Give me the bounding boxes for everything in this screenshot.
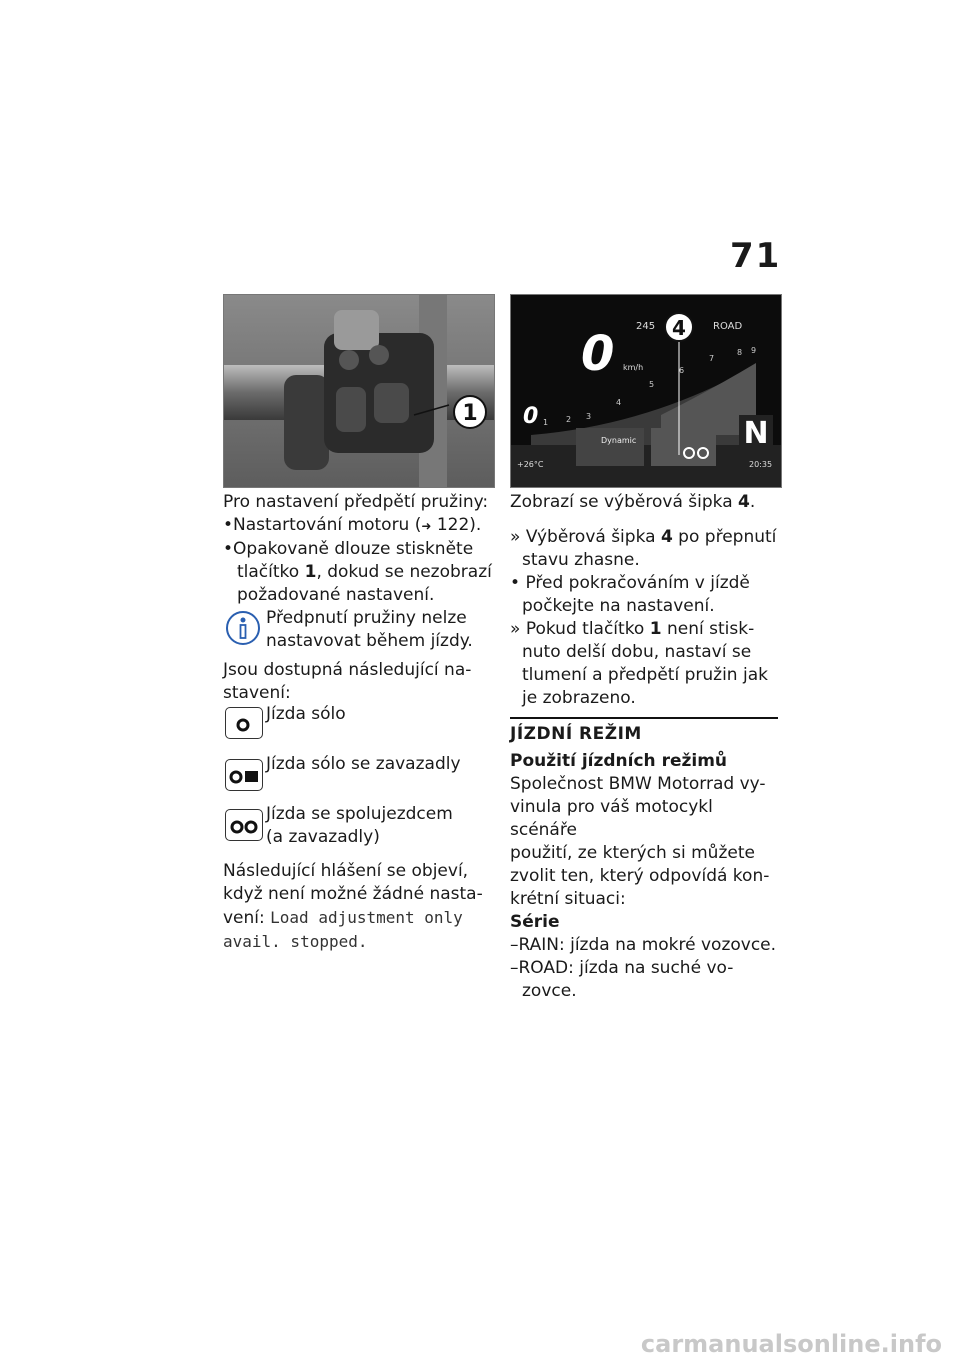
intro-text: Pro nastavení předpětí pružiny: bbox=[223, 492, 489, 512]
mode-label: ROAD bbox=[713, 321, 743, 332]
damping-label: Dynamic bbox=[601, 436, 637, 445]
tach-tick-1: 1 bbox=[543, 418, 549, 427]
passenger-icon bbox=[225, 809, 263, 841]
svg-text:0: 0 bbox=[523, 404, 539, 429]
result-list: » Výběrová šipka 4 po přepnutí stavu zhasne. • Před pokračováním v jízdě počkejte na nastavení. » Pokud tlačítko 1 není stisk- nuto delší dobu, nastaví se tlumení a předpětí pružin jak je zobrazeno. bbox=[510, 527, 777, 708]
watermark: carmanualsonline.info bbox=[640, 1330, 942, 1358]
tach-tick-3: 3 bbox=[586, 412, 592, 421]
handlebar-switch-illustration bbox=[224, 295, 494, 487]
tach-tick-4: 4 bbox=[616, 398, 622, 407]
info-icon bbox=[225, 610, 261, 650]
tach-tick-5: 5 bbox=[649, 380, 655, 389]
tft-display-illustration bbox=[511, 295, 781, 487]
tach-tick-7: 7 bbox=[709, 354, 715, 363]
option-solo: Jízda sólo bbox=[266, 704, 346, 724]
message-text: Následující hlášení se objeví, když není možné žádné nasta- vení: Load adjustment only avail. stopped. bbox=[223, 861, 483, 951]
tach-tick-6: 6 bbox=[679, 366, 685, 375]
page-number: 71 bbox=[730, 236, 782, 276]
subheading: Použití jízdních režimů bbox=[510, 751, 728, 771]
solo-riding-icon bbox=[225, 707, 263, 739]
bullet-press-button: •Opakovaně dlouze stiskněte bbox=[223, 539, 474, 559]
speed-value: 0 bbox=[581, 326, 615, 382]
solo-luggage-icon bbox=[225, 759, 263, 791]
callout-4: 4 bbox=[672, 316, 686, 340]
info-note: Předpnutí pružiny nelze nastavovat během jízdy. bbox=[266, 608, 473, 651]
right-column-top: Zobrazí se výběrová šipka 4. bbox=[510, 492, 756, 512]
section-divider bbox=[510, 717, 778, 719]
section-title: JÍZDNÍ REŽIM bbox=[510, 724, 642, 744]
available-settings-text: Jsou dostupná následující na- stavení: bbox=[223, 660, 472, 703]
tach-tick-2: 2 bbox=[566, 415, 572, 424]
option-solo-luggage: Jízda sólo se zavazadly bbox=[266, 754, 461, 774]
callout-1: 1 bbox=[462, 401, 478, 426]
clock: 20:35 bbox=[749, 460, 773, 469]
handlebar-switch-figure bbox=[223, 294, 495, 488]
option-passenger: Jízda se spolujezdcem (a zavazadly) bbox=[266, 804, 453, 847]
bullet-start-engine: •Nastartování motoru (➜ 122). bbox=[223, 515, 482, 535]
left-column: Pro nastavení předpětí pružiny: •Nastartování motoru (➜ 122). •Opakovaně dlouze stiskněte tlačítko 1, dokud se nezobrazí požadované nastavení. bbox=[223, 491, 495, 607]
riding-modes-text: Použití jízdních režimů Společnost BMW Motorrad vy- vinula pro váš motocykl scénáře použití, ze kterých si můžete zvolit ten, který odpovídá kon- krétní situaci: Série –RAIN: jízda na mokré vozovce. –ROAD: jízda na suché vo- zovce. bbox=[510, 750, 782, 1003]
temperature: +26°C bbox=[517, 460, 544, 469]
tach-tick-9: 9 bbox=[751, 346, 757, 355]
tft-display-figure bbox=[510, 294, 782, 488]
gear-indicator: N bbox=[743, 416, 769, 451]
range-value: 245 bbox=[636, 321, 656, 332]
message-code: Load adjustment only bbox=[270, 908, 463, 927]
tach-tick-8: 8 bbox=[737, 348, 743, 357]
speed-unit: km/h bbox=[623, 363, 644, 372]
